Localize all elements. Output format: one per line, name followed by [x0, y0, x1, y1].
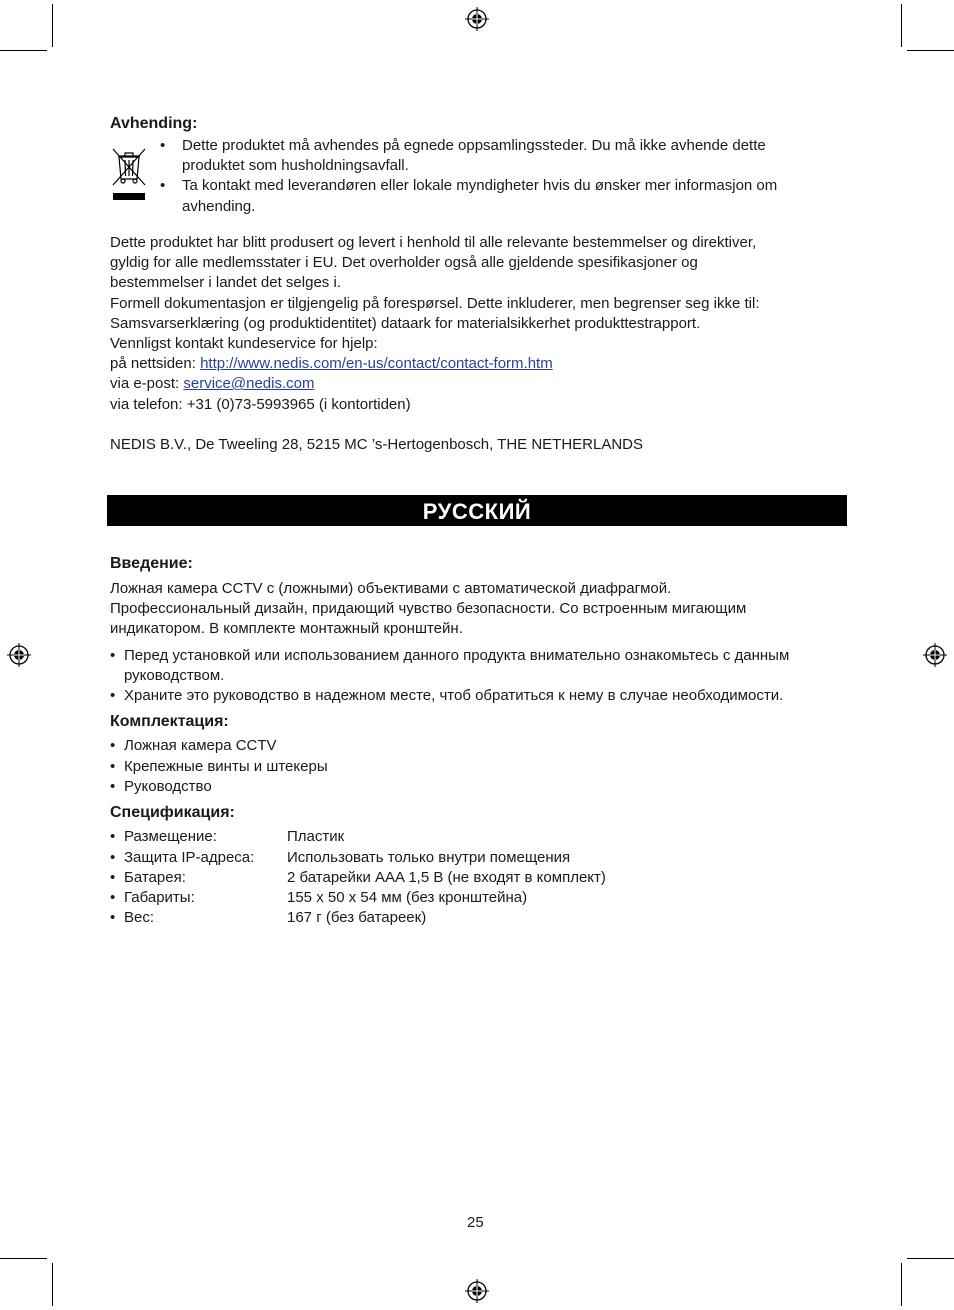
compliance-line: bestemmelser i landet det selges i.	[110, 274, 341, 291]
spec-value: 155 x 50 x 54 мм (без кронштейна)	[287, 889, 528, 906]
disposal-bullet-marker: •	[160, 177, 166, 194]
page-number: 25	[467, 1214, 484, 1231]
phone-line: via telefon: +31 (0)73-5993965 (i kontortiden)	[110, 396, 411, 413]
spec-value: 167 г (без батареек)	[287, 909, 427, 926]
crop-mark-tl-v	[52, 4, 53, 47]
contents-bullet-marker: •	[110, 758, 116, 775]
intro-bullet-2: Храните это руководство в надежном месте, чтоб обратиться к нему в случае необходимости.	[124, 687, 784, 704]
compliance-line: Formell dokumentasjon er tilgjengelig på forespørsel. Dette inkluderer, men begrenser seg ikke til:	[110, 295, 760, 312]
spec-label: Батарея:	[124, 869, 186, 886]
disposal-bullet-1-line-1: Dette produktet må avhendes på egnede oppsamlingssteder. Du må ikke avhende dette	[182, 137, 766, 154]
intro-line: Ложная камера CCTV с (ложными) объективами с автоматической диафрагмой.	[110, 580, 672, 597]
intro-bullet-1-line-1: Перед установкой или использованием данного продукта внимательно ознакомьтесь с данным	[124, 647, 790, 664]
intro-bullet-marker: •	[110, 687, 116, 704]
spec-value: Использовать только внутри помещения	[287, 849, 571, 866]
spec-label: Вес:	[124, 909, 155, 926]
contents-bullet-marker: •	[110, 737, 116, 754]
intro-bullet-1-line-2: руководством.	[124, 667, 225, 684]
registration-mark-icon	[7, 643, 31, 667]
intro-line: Профессиональный дизайн, придающий чувство безопасности. Со встроенным мигающим	[110, 600, 747, 617]
compliance-line: gyldig for alle medlemsstater i EU. Det overholder også alle gjeldende spesifikasjoner og	[110, 254, 698, 271]
crop-mark-br-v	[901, 1263, 902, 1306]
intro-line: индикатором. В комплекте монтажный кронштейн.	[110, 620, 463, 637]
email-label: via e-post:	[110, 375, 184, 392]
disposal-bullet-2-line-2: avhending.	[182, 198, 256, 215]
compliance-line: Vennligst kontakt kundeservice for hjelp:	[110, 335, 378, 352]
crop-mark-tr-v	[901, 4, 902, 47]
section-title-bar: РУССКИЙ	[107, 495, 847, 526]
intro-heading: Введение:	[110, 555, 193, 572]
contents-item: Ложная камера CCTV	[124, 737, 277, 754]
registration-mark-icon	[465, 7, 489, 31]
crop-mark-tr-h	[907, 50, 954, 51]
registration-mark-icon	[923, 643, 947, 667]
contents-item: Крепежные винты и штекеры	[124, 758, 328, 775]
email-link[interactable]: service@nedis.com	[183, 375, 315, 392]
spec-label: Размещение:	[124, 828, 217, 845]
crop-mark-br-h	[907, 1258, 954, 1259]
address-line: NEDIS B.V., De Tweeling 28, 5215 MC ’s-Hertogenbosch, THE NETHERLANDS	[110, 436, 644, 453]
contents-bullet-marker: •	[110, 778, 116, 795]
crop-mark-bl-v	[52, 1263, 53, 1306]
email-row	[110, 374, 314, 394]
contents-item: Руководство	[124, 778, 212, 795]
registration-mark-icon	[465, 1279, 489, 1303]
spec-label: Габариты:	[124, 889, 195, 906]
crossed-out-wheelie-bin-icon	[109, 145, 149, 203]
disposal-bullet-1-line-2: produktet som husholdningsavfall.	[182, 157, 409, 174]
spec-bullet-marker: •	[110, 849, 116, 866]
specs-heading: Спецификация:	[110, 804, 235, 821]
disposal-heading: Avhending:	[110, 115, 198, 132]
website-link[interactable]: http://www.nedis.com/en-us/contact/contact-form.htm	[200, 355, 553, 372]
compliance-line: Samsvarserklæring (og produktidentitet) dataark for materialsikkerhet produkttestrapport.	[110, 315, 701, 332]
crop-mark-bl-h	[0, 1258, 47, 1259]
disposal-bullet-marker: •	[160, 137, 166, 154]
intro-bullet-marker: •	[110, 647, 116, 664]
compliance-line: Dette produktet har blitt produsert og levert i henhold til alle relevante bestemmelser og direktiver,	[110, 234, 757, 251]
website-row	[110, 354, 553, 374]
spec-bullet-marker: •	[110, 909, 116, 926]
crop-mark-tl-h	[0, 50, 47, 51]
contents-heading: Комплектация:	[110, 713, 229, 730]
spec-bullet-marker: •	[110, 869, 116, 886]
spec-bullet-marker: •	[110, 828, 116, 845]
spec-value: 2 батарейки AAA 1,5 В (не входят в комплект)	[287, 869, 606, 886]
spec-label: Защита IP-адреса:	[124, 849, 255, 866]
website-label: på nettsiden:	[110, 355, 201, 372]
spec-value: Пластик	[287, 828, 345, 845]
disposal-bullet-2-line-1: Ta kontakt med leverandøren eller lokale myndigheter hvis du ønsker mer informasjon om	[182, 177, 778, 194]
spec-bullet-marker: •	[110, 889, 116, 906]
